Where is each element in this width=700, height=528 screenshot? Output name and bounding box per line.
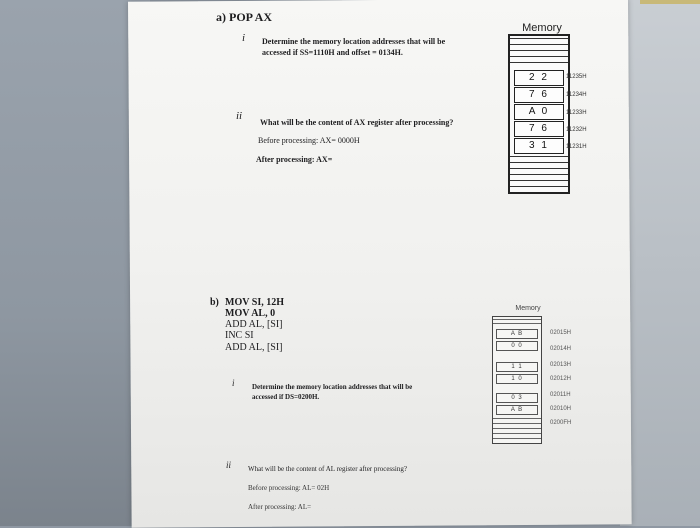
- part-b-q2-question: What will be the content of AL register after processing?: [248, 465, 407, 473]
- part-b-q1-line2: accessed if DS=0200H.: [252, 393, 320, 401]
- part-a-heading: a) POP AX: [216, 10, 272, 24]
- memory-a-cell: 2 2: [514, 70, 564, 86]
- memory-b-address: 02014H: [550, 346, 572, 352]
- part-b-q2-numeral: ii: [226, 460, 232, 470]
- part-b-code-line: INC SI: [225, 330, 254, 341]
- memory-b-address: 02011H: [550, 392, 571, 398]
- part-a-q2-before: Before processing: AX= 0000H: [258, 136, 360, 145]
- memory-a-diagram: [508, 34, 570, 194]
- memory-b-cell: 0 0: [496, 341, 538, 351]
- memory-a-hatch-bottom: [510, 156, 568, 192]
- part-a-q2-numeral: ii: [236, 110, 243, 122]
- memory-a-cell: 7 6: [514, 87, 564, 103]
- memory-a-label: Memory: [522, 22, 562, 34]
- memory-a-address: 11234H: [566, 92, 587, 98]
- memory-b-hatch-bottom: [493, 417, 541, 443]
- part-b-heading: b): [210, 297, 219, 308]
- part-b-q2-after: After processing: AL=: [248, 503, 312, 511]
- memory-a-address: 11231H: [566, 144, 587, 150]
- memory-b-cell: 1 0: [496, 374, 538, 384]
- memory-a-hatch-top: [510, 36, 568, 68]
- part-b-code-line: MOV AL, 0: [225, 308, 276, 319]
- memory-b-address: 0200FH: [550, 420, 572, 426]
- memory-b-hatch-top: [493, 317, 541, 327]
- memory-b-cell: 1 1: [496, 362, 538, 372]
- part-a-q2-question: What will be the content of AX register after processing?: [260, 118, 454, 127]
- memory-b-address: 02015H: [550, 330, 572, 336]
- part-b-code-line: ADD AL, [SI]: [225, 319, 283, 330]
- memory-a-address: 11235H: [566, 74, 587, 80]
- memory-a-address: 11233H: [566, 110, 587, 116]
- part-a-q2-after: After processing: AX=: [256, 155, 333, 164]
- memory-a-cell: 3 1: [514, 138, 564, 154]
- part-b-q1-numeral: i: [232, 378, 235, 388]
- memory-b-label: Memory: [515, 305, 541, 312]
- memory-a-address: 11232H: [566, 127, 587, 133]
- part-b-code-line: MOV SI, 12H: [225, 297, 284, 308]
- memory-b-address: 02012H: [550, 376, 572, 382]
- background-right: [620, 0, 700, 526]
- part-a-q1-line2: accessed if SS=1110H and offset = 0134H.: [262, 48, 403, 57]
- part-b-q1-line1: Determine the memory location addresses that will be: [252, 383, 413, 391]
- part-a-q1-numeral: i: [242, 32, 246, 44]
- background-left: [0, 0, 150, 526]
- background-accent: [640, 0, 700, 4]
- part-b-code-line: ADD AL, [SI]: [225, 342, 283, 353]
- memory-b-cell: 0 3: [496, 393, 538, 403]
- memory-a-cell: 7 6: [514, 121, 564, 137]
- memory-b-cell: A B: [496, 405, 538, 415]
- memory-b-address: 02013H: [550, 362, 572, 368]
- memory-a-cell: A 0: [514, 104, 564, 120]
- memory-b-diagram: [492, 316, 542, 444]
- part-b-q2-before: Before processing: AL= 02H: [248, 484, 330, 492]
- memory-b-cell: A B: [496, 329, 538, 339]
- memory-b-address: 02010H: [550, 406, 572, 412]
- part-a-q1-line1: Determine the memory location addresses that will be: [262, 37, 446, 46]
